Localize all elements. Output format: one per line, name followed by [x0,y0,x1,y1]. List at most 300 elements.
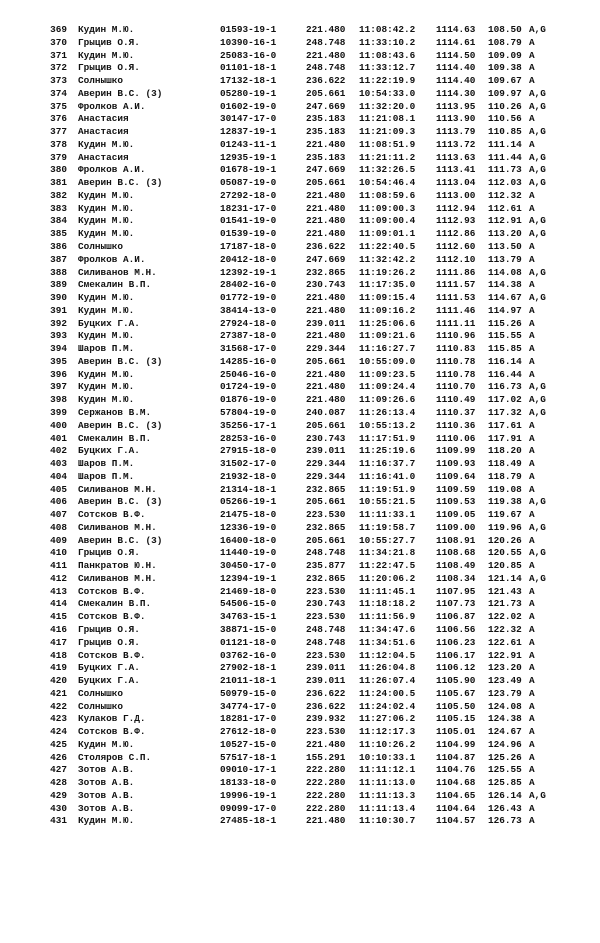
value-2: 122.02 [488,611,522,623]
flag: A [529,662,535,674]
frequency: 230.743 [306,598,346,610]
value-1: 1112.60 [436,241,476,253]
object-code: 12394-19-1 [220,572,277,584]
frequency: 223.530 [306,726,346,738]
frequency: 221.480 [306,330,346,342]
value-1: 1109.00 [436,521,476,533]
flag: A,G [529,381,546,393]
time-value: 11:09:15.4 [359,292,416,304]
row-number: 427 [50,764,67,776]
frequency: 239.011 [306,662,346,674]
value-1: 1113.04 [436,177,476,189]
flag: A [529,483,535,495]
table-row [0,701,600,714]
object-code: 38414-13-0 [220,304,277,316]
value-1: 1112.86 [436,228,476,240]
observer-name: Солнышко [78,700,124,712]
observer-name: Кудин М.Ю. [78,381,135,393]
observer-name: Кудин М.Ю. [78,228,135,240]
time-value: 10:55:21.5 [359,496,416,508]
time-value: 11:27:06.2 [359,713,416,725]
observer-name: Зотов А.В. [78,802,135,814]
value-2: 119.38 [488,496,522,508]
value-1: 1104.76 [436,764,476,776]
table-row [0,445,600,458]
time-value: 11:19:58.7 [359,521,416,533]
object-code: 35256-17-1 [220,419,277,431]
row-number: 413 [50,585,67,597]
value-1: 1112.10 [436,253,476,265]
observer-name: Солнышко [78,241,124,253]
row-number: 415 [50,611,67,623]
observer-name: Анастасия [78,151,129,163]
table-row [0,50,600,63]
value-2: 124.96 [488,738,522,750]
observer-name: Солнышко [78,75,124,87]
observer-name: Сотсков В.Ф. [78,585,146,597]
time-value: 11:22:19.9 [359,75,416,87]
frequency: 221.480 [306,738,346,750]
value-1: 1111.53 [436,292,476,304]
time-value: 11:19:51.9 [359,483,416,495]
observer-name: Анастасия [78,126,129,138]
object-code: 12336-19-0 [220,521,277,533]
object-code: 21314-18-1 [220,483,277,495]
time-value: 11:33:10.2 [359,36,416,48]
object-code: 27924-18-0 [220,317,277,329]
time-value: 11:24:02.4 [359,700,416,712]
table-row [0,803,600,816]
frequency: 223.530 [306,611,346,623]
value-1: 1110.49 [436,394,476,406]
value-1: 1111.46 [436,304,476,316]
time-value: 11:08:42.2 [359,24,416,35]
observer-name: Кудин М.Ю. [78,815,135,827]
value-2: 112.61 [488,202,522,214]
frequency: 205.661 [306,355,346,367]
object-code: 25083-16-0 [220,49,277,61]
time-value: 10:55:09.0 [359,355,416,367]
frequency: 221.480 [306,49,346,61]
table-row [0,573,600,586]
flag: A [529,189,535,201]
object-code: 16400-18-0 [220,534,277,546]
table-row [0,330,600,343]
time-value: 11:22:40.5 [359,241,416,253]
object-code: 21469-18-0 [220,585,277,597]
row-number: 372 [50,62,67,74]
observer-name: Кудин М.Ю. [78,215,135,227]
value-2: 115.26 [488,317,522,329]
value-1: 1104.87 [436,751,476,763]
observer-name: Солнышко [78,687,124,699]
time-value: 11:16:27.7 [359,343,416,355]
table-row [0,509,600,522]
value-1: 1108.68 [436,547,476,559]
value-2: 109.67 [488,75,522,87]
table-row [0,369,600,382]
object-code: 18133-18-0 [220,777,277,789]
value-1: 1112.93 [436,215,476,227]
observer-name: Аверин В.С. (3) [78,177,163,189]
object-code: 05266-19-1 [220,496,277,508]
observer-name: Аверин В.С. (3) [78,534,163,546]
flag: A [529,585,535,597]
row-number: 407 [50,509,67,521]
flag: A,G [529,126,546,138]
frequency: 223.530 [306,649,346,661]
value-2: 108.79 [488,36,522,48]
value-1: 1110.70 [436,381,476,393]
table-row [0,203,600,216]
flag: A,G [529,572,546,584]
time-value: 11:25:19.6 [359,445,416,457]
row-number: 375 [50,100,67,112]
row-number: 408 [50,521,67,533]
observer-name: Силиванов М.Н. [78,521,157,533]
table-row [0,611,600,624]
value-1: 1111.86 [436,266,476,278]
row-number: 420 [50,675,67,687]
row-number: 385 [50,228,67,240]
flag: A,G [529,24,546,35]
row-number: 406 [50,496,67,508]
object-code: 57517-18-1 [220,751,277,763]
time-value: 10:54:33.0 [359,87,416,99]
row-number: 390 [50,292,67,304]
frequency: 221.480 [306,381,346,393]
time-value: 11:11:45.1 [359,585,416,597]
table-row [0,637,600,650]
value-2: 115.85 [488,343,522,355]
value-2: 118.79 [488,470,522,482]
value-2: 126.43 [488,802,522,814]
time-value: 11:11:12.1 [359,764,416,776]
table-row [0,675,600,688]
flag: A [529,432,535,444]
row-number: 400 [50,419,67,431]
row-number: 401 [50,432,67,444]
value-1: 1106.12 [436,662,476,674]
row-number: 403 [50,458,67,470]
flag: A,G [529,496,546,508]
observer-name: Зотов А.В. [78,764,135,776]
frequency: 239.011 [306,445,346,457]
value-1: 1104.64 [436,802,476,814]
value-1: 1108.91 [436,534,476,546]
observer-name: Грыцив О.Я. [78,623,140,635]
frequency: 235.183 [306,126,346,138]
value-1: 1104.65 [436,789,476,801]
value-2: 109.97 [488,87,522,99]
row-number: 380 [50,164,67,176]
observer-name: Смекалин В.П. [78,279,152,291]
object-code: 54506-15-0 [220,598,277,610]
frequency: 240.087 [306,406,346,418]
table-row [0,662,600,675]
row-number: 378 [50,138,67,150]
observer-name: Шаров П.М. [78,343,135,355]
time-value: 11:26:04.8 [359,662,416,674]
value-2: 121.43 [488,585,522,597]
table-row [0,75,600,88]
table-row [0,190,600,203]
table-row [0,279,600,292]
value-1: 1104.99 [436,738,476,750]
value-1: 1105.50 [436,700,476,712]
value-2: 114.08 [488,266,522,278]
flag: A [529,419,535,431]
flag: A,G [529,789,546,801]
value-1: 1114.61 [436,36,476,48]
value-1: 1111.57 [436,279,476,291]
observer-name: Смекалин В.П. [78,598,152,610]
observer-name: Кудин М.Ю. [78,368,135,380]
flag: A,G [529,177,546,189]
value-2: 122.32 [488,623,522,635]
table-row [0,292,600,305]
time-value: 11:09:21.6 [359,330,416,342]
flag: A [529,36,535,48]
table-row [0,241,600,254]
value-1: 1113.41 [436,164,476,176]
value-1: 1108.34 [436,572,476,584]
row-number: 423 [50,713,67,725]
object-code: 17187-18-0 [220,241,277,253]
time-value: 11:12:04.5 [359,649,416,661]
observer-name: Кудин М.Ю. [78,202,135,214]
table-row [0,713,600,726]
value-2: 113.50 [488,241,522,253]
row-number: 411 [50,560,67,572]
observer-name: Шаров П.М. [78,458,135,470]
value-2: 125.85 [488,777,522,789]
row-number: 370 [50,36,67,48]
table-row [0,522,600,535]
row-number: 416 [50,623,67,635]
value-1: 1113.95 [436,100,476,112]
object-code: 09010-17-1 [220,764,277,776]
observer-name: Аверин В.С. (3) [78,355,163,367]
value-2: 113.79 [488,253,522,265]
row-number: 392 [50,317,67,329]
table-row [0,267,600,280]
time-value: 11:21:11.2 [359,151,416,163]
row-number: 404 [50,470,67,482]
row-number: 389 [50,279,67,291]
table-row [0,484,600,497]
flag: A [529,368,535,380]
value-2: 118.49 [488,458,522,470]
time-value: 11:11:13.0 [359,777,416,789]
value-2: 116.14 [488,355,522,367]
frequency: 221.480 [306,292,346,304]
flag: A [529,202,535,214]
frequency: 221.480 [306,394,346,406]
time-value: 11:26:07.4 [359,675,416,687]
flag: A [529,330,535,342]
row-number: 429 [50,789,67,801]
flag: A [529,675,535,687]
value-1: 1112.94 [436,202,476,214]
frequency: 221.480 [306,368,346,380]
value-2: 120.85 [488,560,522,572]
frequency: 232.865 [306,483,346,495]
value-2: 114.67 [488,292,522,304]
object-code: 38871-15-0 [220,623,277,635]
observer-name: Сотсков В.Ф. [78,509,146,521]
object-code: 25046-16-0 [220,368,277,380]
table-row [0,790,600,803]
flag: A [529,304,535,316]
time-value: 11:09:24.4 [359,381,416,393]
table-row [0,496,600,509]
time-value: 11:32:26.5 [359,164,416,176]
row-number: 426 [50,751,67,763]
time-value: 11:10:30.7 [359,815,416,827]
object-code: 30147-17-0 [220,113,277,125]
value-2: 119.08 [488,483,522,495]
row-number: 409 [50,534,67,546]
frequency: 236.622 [306,241,346,253]
time-value: 10:55:13.2 [359,419,416,431]
table-row [0,164,600,177]
value-1: 1111.11 [436,317,476,329]
time-value: 11:12:17.3 [359,726,416,738]
object-code: 27915-18-0 [220,445,277,457]
row-number: 430 [50,802,67,814]
flag: A [529,751,535,763]
object-code: 01539-19-0 [220,228,277,240]
observer-name: Зотов А.В. [78,789,135,801]
table-row [0,356,600,369]
object-code: 12392-19-1 [220,266,277,278]
time-value: 11:16:37.7 [359,458,416,470]
table-row [0,318,600,331]
value-2: 121.73 [488,598,522,610]
table-row [0,458,600,471]
value-1: 1110.37 [436,406,476,418]
frequency: 221.480 [306,24,346,35]
object-code: 27292-18-0 [220,189,277,201]
time-value: 11:32:20.0 [359,100,416,112]
observer-name: Буцких Г.А. [78,317,140,329]
value-1: 1109.99 [436,445,476,457]
value-1: 1107.73 [436,598,476,610]
row-number: 377 [50,126,67,138]
object-code: 01876-19-0 [220,394,277,406]
row-number: 386 [50,241,67,253]
value-2: 113.20 [488,228,522,240]
table-row [0,88,600,101]
object-code: 34763-15-1 [220,611,277,623]
flag: A,G [529,100,546,112]
row-number: 402 [50,445,67,457]
observer-name: Кудин М.Ю. [78,24,135,35]
table-row [0,688,600,701]
frequency: 221.480 [306,815,346,827]
table-row [0,547,600,560]
value-1: 1104.57 [436,815,476,827]
object-code: 12935-19-1 [220,151,277,163]
flag: A [529,458,535,470]
flag: A [529,49,535,61]
table-row [0,139,600,152]
object-code: 31568-17-0 [220,343,277,355]
frequency: 235.183 [306,151,346,163]
object-code: 05087-19-0 [220,177,277,189]
frequency: 221.480 [306,215,346,227]
flag: A,G [529,521,546,533]
row-number: 414 [50,598,67,610]
time-value: 11:32:42.2 [359,253,416,265]
row-number: 384 [50,215,67,227]
observer-name: Буцких Г.А. [78,675,140,687]
table-row [0,764,600,777]
time-value: 11:24:00.5 [359,687,416,699]
time-value: 11:26:13.4 [359,406,416,418]
time-value: 11:09:00.3 [359,202,416,214]
object-code: 28402-16-0 [220,279,277,291]
flag: A [529,764,535,776]
object-code: 10390-16-1 [220,36,277,48]
observer-name: Аверин В.С. (3) [78,87,163,99]
frequency: 232.865 [306,572,346,584]
frequency: 248.748 [306,547,346,559]
value-1: 1110.06 [436,432,476,444]
row-number: 371 [50,49,67,61]
time-value: 11:08:51.9 [359,138,416,150]
value-1: 1106.87 [436,611,476,623]
value-2: 110.56 [488,113,522,125]
row-number: 424 [50,726,67,738]
object-code: 18231-17-0 [220,202,277,214]
flag: A,G [529,547,546,559]
object-code: 09099-17-0 [220,802,277,814]
time-value: 11:16:41.0 [359,470,416,482]
frequency: 236.622 [306,75,346,87]
value-2: 123.20 [488,662,522,674]
value-2: 124.67 [488,726,522,738]
table-row [0,215,600,228]
object-code: 21932-18-0 [220,470,277,482]
observer-name: Кудин М.Ю. [78,394,135,406]
row-number: 381 [50,177,67,189]
row-number: 425 [50,738,67,750]
value-2: 122.61 [488,636,522,648]
table-row [0,381,600,394]
time-value: 11:11:13.4 [359,802,416,814]
table-row [0,24,600,37]
row-number: 405 [50,483,67,495]
value-2: 110.85 [488,126,522,138]
object-code: 21011-18-1 [220,675,277,687]
frequency: 221.480 [306,304,346,316]
table-row [0,535,600,548]
object-code: 01772-19-0 [220,292,277,304]
observer-name: Анастасия [78,113,129,125]
observer-name: Аверин В.С. (3) [78,496,163,508]
flag: A [529,777,535,789]
frequency: 221.480 [306,202,346,214]
value-1: 1113.72 [436,138,476,150]
table-row [0,598,600,611]
value-2: 111.44 [488,151,522,163]
row-number: 393 [50,330,67,342]
flag: A,G [529,228,546,240]
row-number: 412 [50,572,67,584]
frequency: 230.743 [306,432,346,444]
